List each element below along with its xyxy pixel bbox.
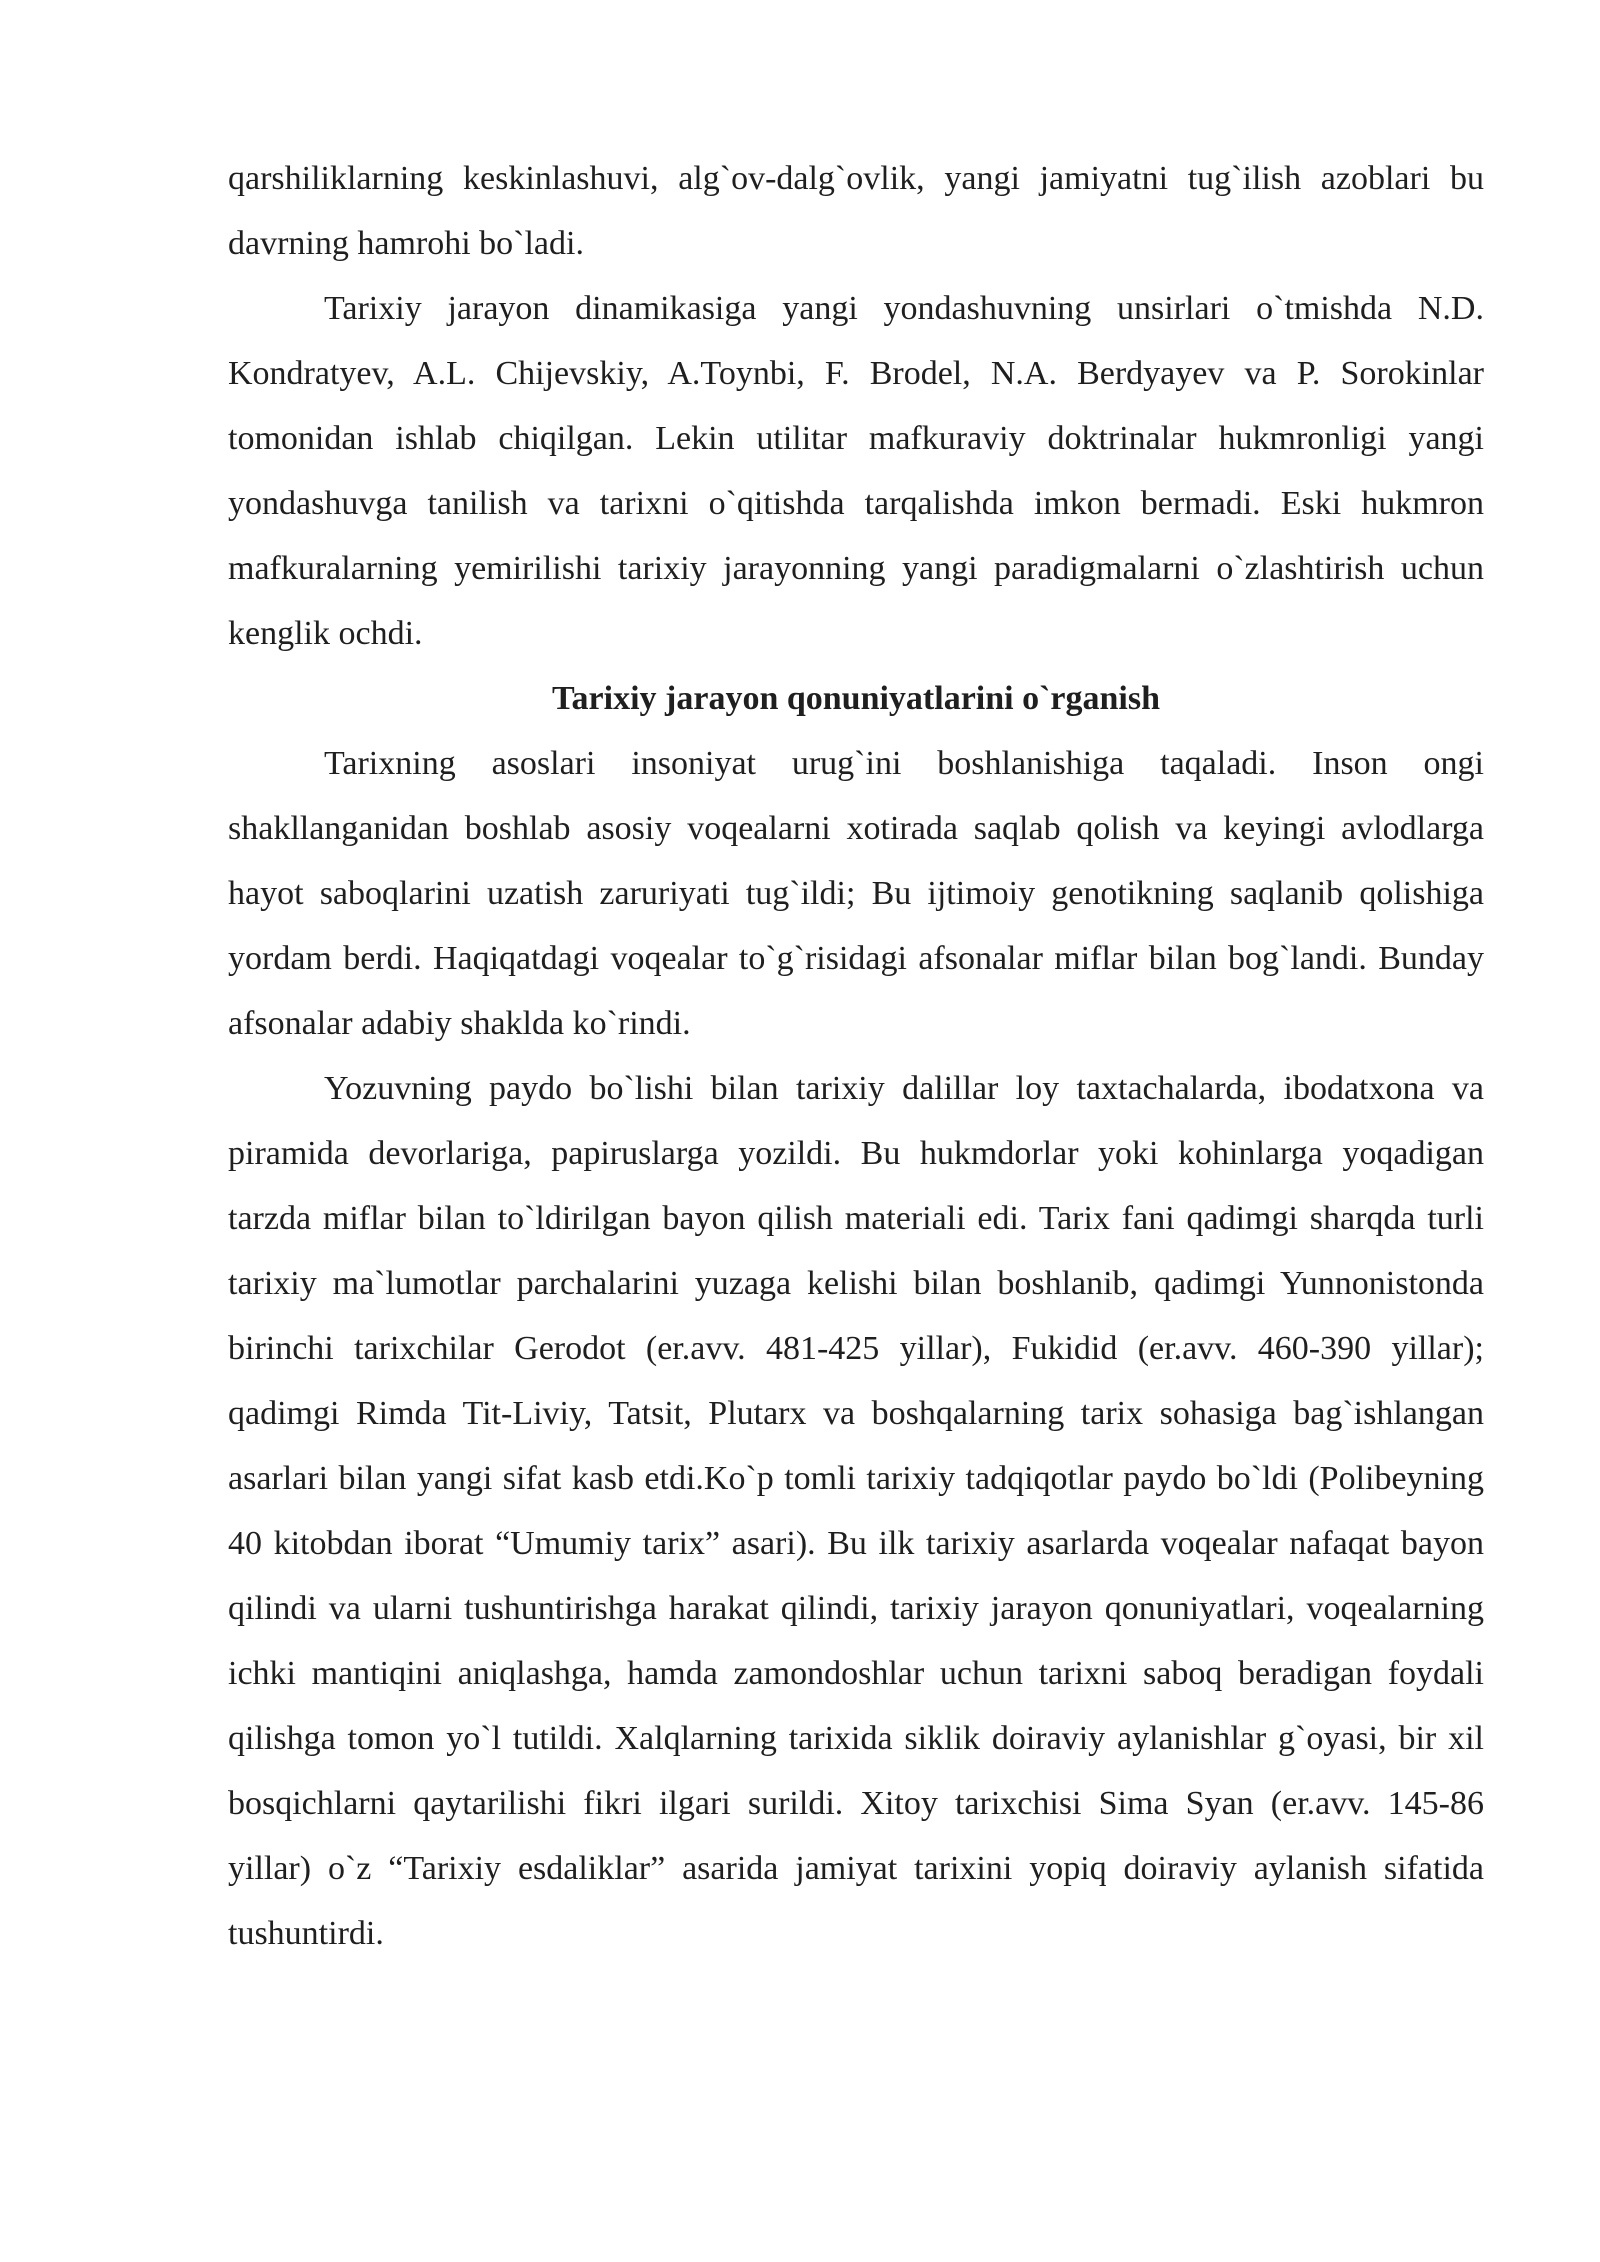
paragraph-history-origins: Tarixning asoslari insoniyat urug`ini boshlanishiga taqaladi. Inson ongi shakllanganidan boshlab asosiy voqealarni xotirada saqlab qolish va keyingi avlodlarga hayot saboqlarini uzatish zaruriyati tug`ildi; Bu ijtimoiy genotikning saqlanib qolishiga yordam berdi. Haqiqatdagi voqealar to`g`risidagi afsonalar miflar bilan bog`landi. Bunday afsonalar adabiy shaklda ko`rindi. xyxy=(228,745,1484,1042)
continuation-paragraph: qarshiliklarning keskinlashuvi, alg`ov-dalg`ovlik, yangi jamiyatni tug`ilish azoblari bu davrning hamrohi bo`ladi. xyxy=(228,160,1484,262)
document-page xyxy=(228,146,1484,1966)
paragraph-new-approach: Tarixiy jarayon dinamikasiga yangi yondashuvning unsirlari o`tmishda N.D. Kondratyev, A.L. Chijevskiy, A.Toynbi, F. Brodel, N.A. Berdyayev va P. Sorokinlar tomonidan ishlab chiqilgan. Lekin utilitar mafkuraviy doktrinalar hukmronligi yangi yondashuvga tanilish va tarixni o`qitishda tarqalishda imkon bermadi. Eski hukmron mafkuralarning yemirilishi tarixiy jarayonning yangi paradigmalarni o`zlashtirish uchun kenglik ochdi. xyxy=(228,290,1484,652)
section-heading: Tarixiy jarayon qonuniyatlarini o`rganish xyxy=(551,680,1160,717)
paragraph-writing-history: Yozuvning paydo bo`lishi bilan tarixiy dalillar loy taxtachalarda, ibodatxona va piramida devorlariga, papiruslarga yozildi. Bu hukmdorlar yoki kohinlarga yoqadigan tarzda miflar bilan to`ldirilgan bayon qilish materiali edi. Tarix fani qadimgi sharqda turli tarixiy ma`lumotlar parchalarini yuzaga kelishi bilan boshlanib, qadimgi Yunnonistonda birinchi tarixchilar Gerodot (er.avv. 481-425 yillar), Fukidid (er.avv. 460-390 yillar); qadimgi Rimda Tit-Liviy, Tatsit, Plutarx va boshqalarning tarix sohasiga bag`ishlangan asarlari bilan yangi sifat kasb etdi.Ko`p tomli tarixiy tadqiqotlar paydo bo`ldi (Polibeyning 40 kitobdan iborat “Umumiy tarix” asari). Bu ilk tarixiy asarlarda voqealar nafaqat bayon qilindi va ularni tushuntirishga harakat qilindi, tarixiy jarayon qonuniyatlari, voqealarning ichki mantiqini aniqlashga, hamda zamondoshlar uchun tarixni saboq beradigan foydali qilishga tomon yo`l tutildi. Xalqlarning tarixida siklik doiraviy aylanishlar g`oyasi, bir xil bosqichlarni qaytarilishi fikri ilgari surildi. Xitoy tarixchisi Sima Syan (er.avv. 145-86 yillar) o`z “Tarixiy esdaliklar” asarida jamiyat tarixini yopiq doiraviy aylanish sifatida tushuntirdi. xyxy=(228,1070,1484,1952)
